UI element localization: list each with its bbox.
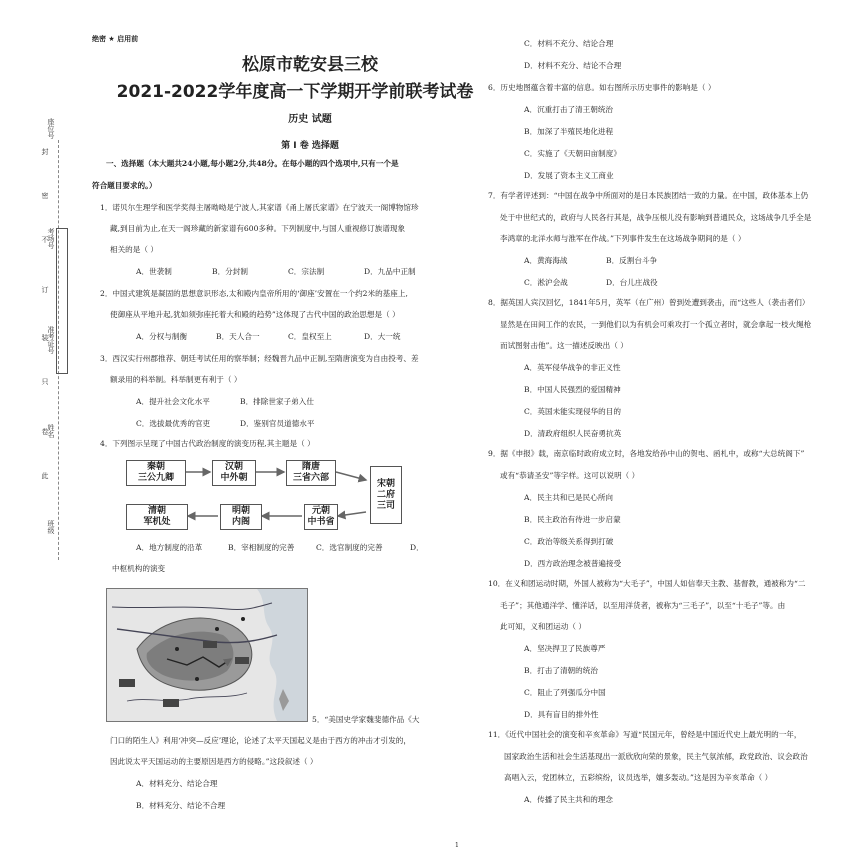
seal-char: 密 xyxy=(41,192,49,199)
q8-option-d[interactable]: D．清政府组织人民奋勇抗英 xyxy=(524,429,622,438)
exam-school-title: 松原市乾安县三校 xyxy=(242,55,378,75)
q1-text: 藏,到目前为止,在天一阁珍藏的新家谱有600多种。下列制度中,与国人重视修订族谱现象 xyxy=(110,224,406,233)
seal-char: 装 xyxy=(41,334,49,341)
flow-box-han: 汉朝 中外朝 xyxy=(212,460,256,486)
q5-option-b[interactable]: B．材料充分、结论不合理 xyxy=(136,801,226,810)
q6-option-a[interactable]: A．沉重打击了清王朝统治 xyxy=(524,105,614,114)
q2-option-d[interactable]: D．大一统 xyxy=(364,332,401,341)
seal-char: 此 xyxy=(41,472,49,479)
seal-char: 封 xyxy=(41,148,49,155)
q1-option-a[interactable]: A．世袭制 xyxy=(136,267,172,276)
q10-option-d[interactable]: D．具有盲目的排外性 xyxy=(524,710,599,719)
q9-text: 或有“恭请圣安”等字样。这可以说明（ ） xyxy=(500,471,640,480)
seat-number-label: 座位号 xyxy=(47,118,55,139)
q9-option-d[interactable]: D．西方政治理念被普遍接受 xyxy=(524,559,622,568)
q10-option-a[interactable]: A．坚决捍卫了民族尊严 xyxy=(524,644,606,653)
instructions-line1: 一、选择题（本大题共24小题,每小题2分,共48分。在每小题的四个选项中,只有一个是 xyxy=(106,159,399,168)
q10-text: 10．在义和团运动时期，外国人被称为“大毛子”，中国人如信奉天主教、基督教，通被称为“二 xyxy=(488,579,806,588)
q9-option-c[interactable]: C．政治等级关系得到打破 xyxy=(524,537,614,546)
ticket-number-label: 准考证号 xyxy=(47,326,55,354)
q5-text: 5．“美国史学家魏斐德作品《大 xyxy=(312,715,420,724)
q7-option-d[interactable]: D．台儿庄战役 xyxy=(606,278,658,287)
q11-text: 11．《近代中国社会的演变和辛亥革命》写道“民国元年，曾经是中国近代史上最光明的一年， xyxy=(488,730,802,739)
q4-option-d-cont: 中枢机构的演变 xyxy=(112,564,166,573)
q9-text: 9．据《申报》载，南京临时政府成立时，各地发给孙中山的贺电、函札中，或称“大总统阁下” xyxy=(488,449,805,458)
q2-text: 使御座从平地升起,犹如须弥座托着大和殿的趋势”这体现了古代中国的政治思想是（ ） xyxy=(110,310,400,319)
q3-option-b[interactable]: B．排除世家子弟入仕 xyxy=(240,397,314,406)
q11-option-a[interactable]: A．传播了民主共和的理念 xyxy=(524,795,614,804)
q1-option-b[interactable]: B．分封制 xyxy=(212,267,248,276)
q3-text: 3．西汉实行州郡推荐、朝廷考试任用的察举制；经魏晋九品中正制,至隋唐演变为自由投考、差 xyxy=(100,354,419,363)
q3-text: 额录用的科举制。科举制更有利于（ ） xyxy=(110,375,242,384)
q2-option-b[interactable]: B．天人合一 xyxy=(216,332,260,341)
q1-option-c[interactable]: C．宗法制 xyxy=(288,267,325,276)
q11-text: 国家政治生活和社会生活基现出一派欣欣向荣的景象，民主气氛浓郁，政党政治、议会政治 xyxy=(504,752,808,761)
name-label: 姓名 xyxy=(47,424,55,438)
q5-option-a[interactable]: A．材料充分、结论合理 xyxy=(136,779,218,788)
q3-option-d[interactable]: D．鉴别官员道德水平 xyxy=(240,419,315,428)
q7-text: 7．有学者评述到：“中国在战争中所面对的是日本民族团结一致的力量。在中国，政体基本上仍 xyxy=(488,191,809,200)
q7-option-b[interactable]: B．反割台斗争 xyxy=(606,256,658,265)
q10-text: 此可知，义和团运动（ ） xyxy=(500,622,586,631)
q4-text: 4．下列图示呈现了中国古代政治制度的演变历程,其主题是（ ） xyxy=(100,439,315,448)
q6-option-b[interactable]: B．加深了半殖民地化进程 xyxy=(524,127,614,136)
q6-option-c[interactable]: C．实施了《天朝田亩制度》 xyxy=(524,149,621,158)
q3-option-c[interactable]: C．选拔最优秀的官吏 xyxy=(136,419,211,428)
q1-text: 相关的是（ ） xyxy=(110,245,158,254)
exam-title: 2021-2022学年度高一下学期开学前联考试卷 xyxy=(116,82,474,102)
q4-option-c[interactable]: C．选官制度的完善 xyxy=(316,543,383,552)
historical-map xyxy=(106,588,308,722)
class-label: 班级 xyxy=(47,520,55,534)
flow-box-sui-tang: 隋唐 三省六部 xyxy=(286,460,336,486)
instructions-line2: 符合题目要求的。） xyxy=(92,181,157,190)
exam-number-boxes xyxy=(56,228,68,374)
q8-option-a[interactable]: A．英军侵华战争的非正义性 xyxy=(524,363,621,372)
subject-title: 历史 试题 xyxy=(288,114,332,125)
flow-box-yuan: 元朝 中书省 xyxy=(304,504,338,530)
seal-char: 订 xyxy=(41,286,49,293)
q2-text: 2．中国式建筑是凝固的思想意识形态,太和殿内皇帝所用的‘御座’安置在一个约2米的基座上, xyxy=(100,289,408,298)
q10-option-b[interactable]: B．打击了清朝的统治 xyxy=(524,666,598,675)
flow-box-ming: 明朝 内阁 xyxy=(220,504,262,530)
q8-text: 显然是在田间工作的农民，一到他们以为有机会可乘攻打一个孤立者时，就会拿起一枝火绳枪 xyxy=(500,320,812,329)
q9-option-b[interactable]: B．民主政治有待进一步启蒙 xyxy=(524,515,621,524)
q1-option-d[interactable]: D．九品中正制 xyxy=(364,267,416,276)
q5-option-d[interactable]: D．材料不充分、结论不合理 xyxy=(524,61,622,70)
q8-text: 8．据英国人宾汉回忆，1841年5月，英军（在广州）曾到处遭到袭击，而“这些人（袭击者们） xyxy=(488,298,810,307)
q10-option-c[interactable]: C．阻止了列强瓜分中国 xyxy=(524,688,606,697)
q6-option-d[interactable]: D．发展了资本主义工商业 xyxy=(524,171,614,180)
flow-box-qin: 秦朝 三公九卿 xyxy=(126,460,186,486)
part-title: 第 I 卷 选择题 xyxy=(281,141,339,151)
q5-text: 门口的陌生人》利用‘冲突—反应’理论，论述了太平天国起义是由于西方的冲击才引发的， xyxy=(110,736,411,745)
q2-option-a[interactable]: A．分权与制衡 xyxy=(136,332,188,341)
seal-char: 不 xyxy=(41,236,49,243)
q6-text: 6．历史地图蕴含着丰富的信息。如右图所示历史事件的影响是（ ） xyxy=(488,83,716,92)
q2-option-c[interactable]: C．皇权至上 xyxy=(288,332,332,341)
flow-box-qing: 清朝 军机处 xyxy=(126,504,188,530)
q8-option-b[interactable]: B．中国人民强烈的爱国精神 xyxy=(524,385,621,394)
q5-text: 因此说太平天国运动的主要原因是西方的侵略。”这段叙述（ ） xyxy=(110,757,318,766)
q8-text: 而试图射击他”。这一描述反映出（ ） xyxy=(500,341,628,350)
q7-option-c[interactable]: C．淞沪会战 xyxy=(524,278,568,287)
q9-option-a[interactable]: A．民主共和已是民心所向 xyxy=(524,493,614,502)
flow-box-song: 宋朝 二府 三司 xyxy=(370,466,402,524)
q3-option-a[interactable]: A．提升社会文化水平 xyxy=(136,397,210,406)
q4-option-b[interactable]: B．宰相制度的完善 xyxy=(228,543,295,552)
q4-option-d[interactable]: D． xyxy=(410,543,424,552)
confidential-mark: 绝密 ★ 启用前 xyxy=(92,35,139,43)
q10-text: 毛子”；其他通洋学、懂洋话，以至用洋货者，被称为“三毛子”，以至“十毛子”等。由 xyxy=(500,601,786,610)
map-illustration xyxy=(107,589,307,721)
seal-char: 卷 xyxy=(41,428,49,435)
exam-room-label: 考场号 xyxy=(47,228,55,249)
q7-text: 李鸿章的北洋水师与淮军在作战。”下列事件发生在这场战争期间的是（ ） xyxy=(500,234,746,243)
q11-text: 高唱入云，党团林立，五彩缤纷，议员选举，嬗多轰动。”这是因为辛亥革命（ ） xyxy=(504,773,773,782)
q7-option-a[interactable]: A．黄海海战 xyxy=(524,256,568,265)
page-number: 1 xyxy=(455,842,459,849)
q8-option-c[interactable]: C．英国未能实现侵华的目的 xyxy=(524,407,621,416)
q5-option-c[interactable]: C．材料不充分、结论合理 xyxy=(524,39,614,48)
dynasty-flow-diagram xyxy=(126,460,406,532)
q7-text: 处于中世纪式的，政府与人民各行其是，战争压根儿没有影响到普通民众，这场战争几乎全是 xyxy=(500,213,812,222)
q1-text: 1．诺贝尔生理学和医学奖得主屠呦呦是宁波人,其家谱《甬上屠氏家谱》在宁波天一阁博物馆珍 xyxy=(100,203,419,212)
seal-char: 只 xyxy=(41,378,49,385)
q4-option-a[interactable]: A．地方制度的沿革 xyxy=(136,543,203,552)
